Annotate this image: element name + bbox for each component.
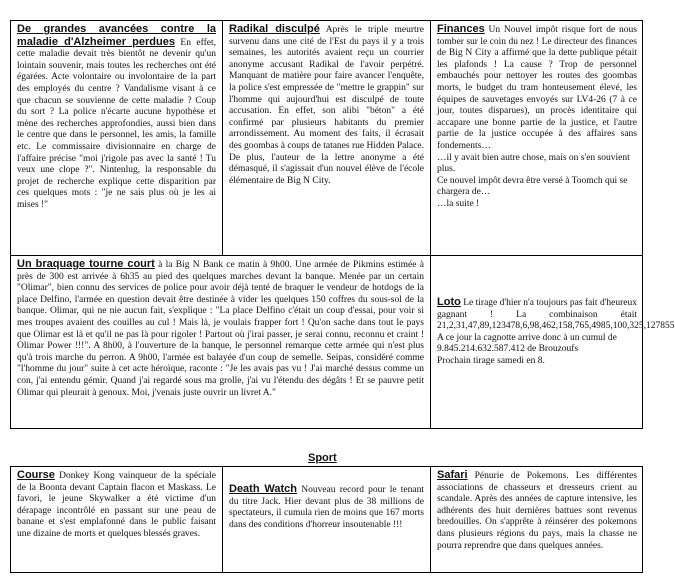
article-body: Un Nouvel impôt risque fort de nous tomber sur le coin du nez ! Le directeur des finances de Big N City a affirmé que la dette publique pétait les plafonds ! La cause ? Trop de personnel embauchés pour nettoyer les routes des goombas morts, le budget du tram honteusement élevé, les équipes de sauvetages envoyés sur LV4-26 (7 à ce jour, toutes disparues), un procès identitaire qui accapare une bonne partie de la justice, et l'autre partie de la justice occupée à des affaires sans fondements… <box>437 25 637 151</box>
article-title: De grandes avancées contre la maladie d'Alzheimer perdues <box>17 23 216 48</box>
article-body: Après le triple meurtre survenu dans une cité de l'Est du pays il y a trois semaines, les autorités avaient reçu un courrier anonyme accusant Radikal de l'avoir perpétré. Manquant de matière pour faire avancer l'enquête, la police s'est empressée de "mettre le grappin" sur l'homme qui aujourd'hui est disculpé de toute accusation. En effet, son alibi "béton" a été confirmé par plusieurs habitants du premier arrondissement. Au moment des faits, il écrasait des goombas à coups de tatanes rue Hidden Palace. De plus, l'auteur de la lettre anonyme a été démasqué, il s'agissait d'un nouvel élève de l'école élémentaire de Big N City. <box>229 25 424 186</box>
article-line: Ce nouvel impôt devra être versé à Toomch qui se chargera de… <box>437 175 628 198</box>
article-body: Le tirage d'hier n'a toujours pas fait d'heureux gagnant ! La combinaison était 21,2,31,47,89,123478,6,98,462,158,765,4985,100,325,127855 <box>437 298 675 332</box>
article-body: Nouveau record pour le tenant du titre Jack. Hier devant plus de 38 millions de spectateurs, il cumula rien de moins que 167 morts dans des conditions d'horreur insoutenable !!! <box>229 485 424 530</box>
article-safari <box>431 467 643 572</box>
article-title: Death Watch <box>229 483 298 495</box>
article-body: à la Big N Bank ce matin à 9h00. Une armée de Pikmins estimée à près de 300 est arrivée à 6h35 au pied des quelques marches devant la banque. Menée par un certain "Olimar", bien connu des services de police pour avoir déjà tenté de braquer le vendeur de hotdogs de la place Delfino, l'armée en question devait être destinée à vider les quelques 150 coffres du sous-sol de la banque. Olimar, qui ne nie aucun fait, s'explique : "La place Delfino c'était un coup d'essai, pour voir si mes troupes avaient des couilles au cul ! Mais là, je voulais frapper fort ! Qu'on sache dans tout le pays que Olimar est là et qu'il ne pas là pour rigoler ! Partout où j'irai passer, je serai connu, reconnu et craint ! Olimar Power !!!". A 8h00, à l'ouverture de la banque, le personnel remarque cette armée qui n'est plus qu'à trois marche du perron. A 9h00, l'armée est balayée d'un coup de semelle. Seipas, considéré comme "l'homme du jour" suite à cet acte héroïque, raconte : "Je les avais pas vu ! J'ai marché dessus comme un con, j'ai entendu gémir. Quand j'ai regardé sous ma grolle, j'ai vu l'étendu des dégâts ! Et se pauvre petit Olimar qui pleurait à genoux. Moi, j'venais juste ouvrir un livret A." <box>17 260 425 398</box>
article-title: Loto <box>437 296 461 308</box>
middle-news-row <box>10 255 675 429</box>
article-title: Course <box>17 469 55 481</box>
article-loto <box>431 294 675 426</box>
article-finances <box>431 21 643 255</box>
article-title: Radikal disculpé <box>229 23 320 35</box>
article-braquage <box>11 256 430 428</box>
article-body: En effet, cette maladie devait très bientôt ne devenir qu'un lointain souvenir, mais toutes les recherches ont été égarées. Acte volontaire ou involontaire de la part des employés du centre ? Vandalisme visant à ce que chacun se souvienne de cette maladie ? Coup du sort ? La police n'écarte aucune hypothèse et mène des recherches approfondies, aussi bien dans le centre que dans le personnel, les amis, la famille etc. Le commissaire divisionnaire en charge de l'affaire précise "moi j'rigole pas avec la santé ! Tu veux une clope ?". Nintenlug, la responsable du projet de recherche explique cette disparition par ces quelques mots : "je ne sais plus où je les ai mises !" <box>17 37 216 210</box>
article-radikal <box>223 21 430 255</box>
article-line: A ce jour la cagnotte arrive donc à un cumul de 9.845.214.632.587.412 de Brouzoufs <box>437 332 617 355</box>
section-heading-sport: Sport <box>308 452 337 464</box>
article-body: Pénurie de Pokemons. Les différentes associations de chasseurs et dresseurs crient au scandale. Après des années de capture intensive, les adhérents des huit dernières battues sont revenus bredouilles. On s'apprête à réinsérer des pokemons dans plusieurs régions du pays, mais la chasse ne pourra reprendre que dans quelques années. <box>437 471 637 551</box>
article-course <box>11 467 222 572</box>
article-line: …la suite ! <box>437 198 480 209</box>
article-title: Finances <box>437 23 485 35</box>
article-alzheimer <box>11 21 222 255</box>
article-line: Prochain tirage samedi en 8. <box>437 355 545 366</box>
sport-news-row <box>10 466 643 573</box>
article-body: Donkey Kong vainqueur de la spéciale de la Boonta devant Captain flacon et Maskass. Le favori, le jeune Skywalker a été victime d'un dérapage incontrôlé en passant sur une peau de banane et s'est emplafonné dans le public faisant une dizaine de morts et quelques blessés graves. <box>17 471 216 539</box>
top-news-row <box>10 20 643 256</box>
article-line: …il y avait bien autre chose, mais on s'en souvient plus. <box>437 152 630 175</box>
article-title: Safari <box>437 469 468 481</box>
article-title: Un braquage tourne court <box>17 258 155 270</box>
article-death-watch <box>223 481 430 571</box>
